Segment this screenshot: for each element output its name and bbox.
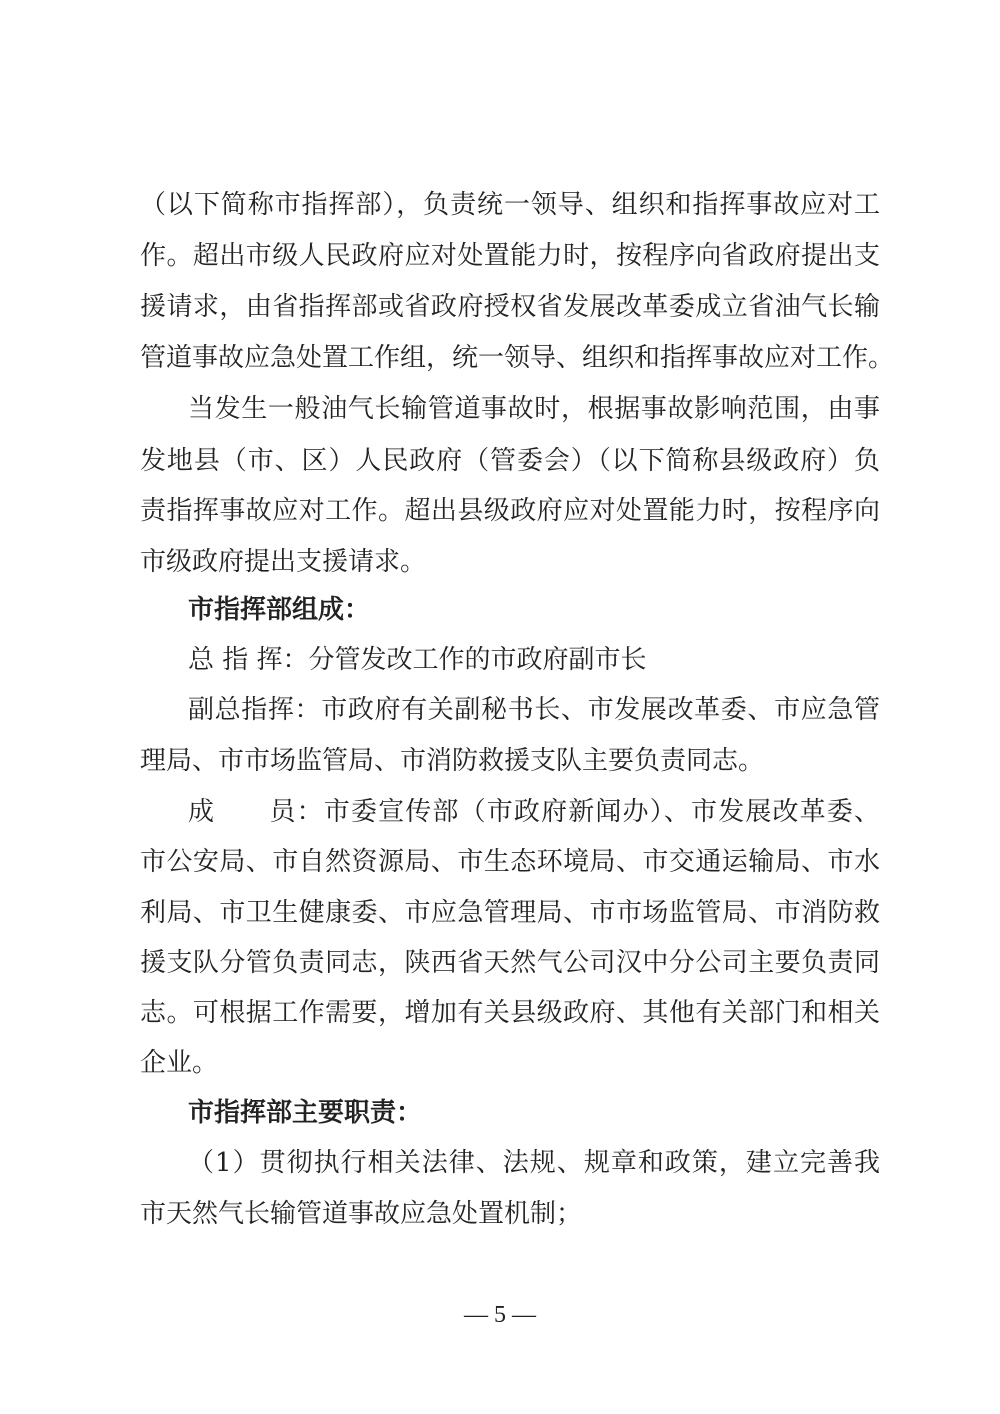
text-line: 成 员：市委宣传部（市政府新闻办）、市发展改革委、 [188, 797, 880, 827]
text-line: （1）贯彻执行相关法律、法规、规章和政策，建立完善我 [188, 1148, 880, 1178]
text-line: 企业。 [140, 1048, 219, 1078]
text-line: 市级政府提出支援请求。 [140, 547, 427, 577]
text-line: 志。可根据工作需要，增加有关县级政府、其他有关部门和相关 [140, 998, 880, 1028]
text-line: 总 指 挥：分管发改工作的市政府副市长 [188, 645, 647, 675]
text-line: 市公安局、市自然资源局、市生态环境局、市交通运输局、市水 [140, 847, 880, 877]
text-line: 管道事故应急处置工作组，统一领导、组织和指挥事故应对工作。 [140, 343, 895, 373]
text-line: 责指挥事故应对工作。超出县级政府应对处置能力时，按程序向 [140, 496, 880, 526]
text-line: 副总指挥：市政府有关副秘书长、市发展改革委、市应急管 [188, 695, 880, 725]
text-line: 援支队分管负责同志，陕西省天然气公司汉中分公司主要负责同 [140, 948, 880, 978]
text-line: 当发生一般油气长输管道事故时，根据事故影响范围，由事 [188, 394, 880, 424]
text-line: 作。超出市级人民政府应对处置能力时，按程序向省政府提出支 [140, 241, 880, 271]
text-line: 利局、市卫生健康委、市应急管理局、市市场监管局、市消防救 [140, 898, 880, 928]
text-line: 市天然气长输管道事故应急处置机制； [140, 1199, 583, 1229]
section-heading: 市指挥部主要职责： [188, 1098, 423, 1128]
text-line: 发地县（市、区）人民政府（管委会）（以下简称县级政府）负 [140, 446, 880, 476]
text-line: （以下简称市指挥部），负责统一领导、组织和指挥事故应对工 [140, 190, 880, 220]
section-heading: 市指挥部组成： [188, 595, 371, 625]
page-number: — 5 — [464, 1302, 536, 1328]
text-line: 理局、市市场监管局、市消防救援支队主要负责同志。 [140, 746, 765, 776]
text-line: 援请求，由省指挥部或省政府授权省发展改革委成立省油气长输 [140, 292, 880, 322]
